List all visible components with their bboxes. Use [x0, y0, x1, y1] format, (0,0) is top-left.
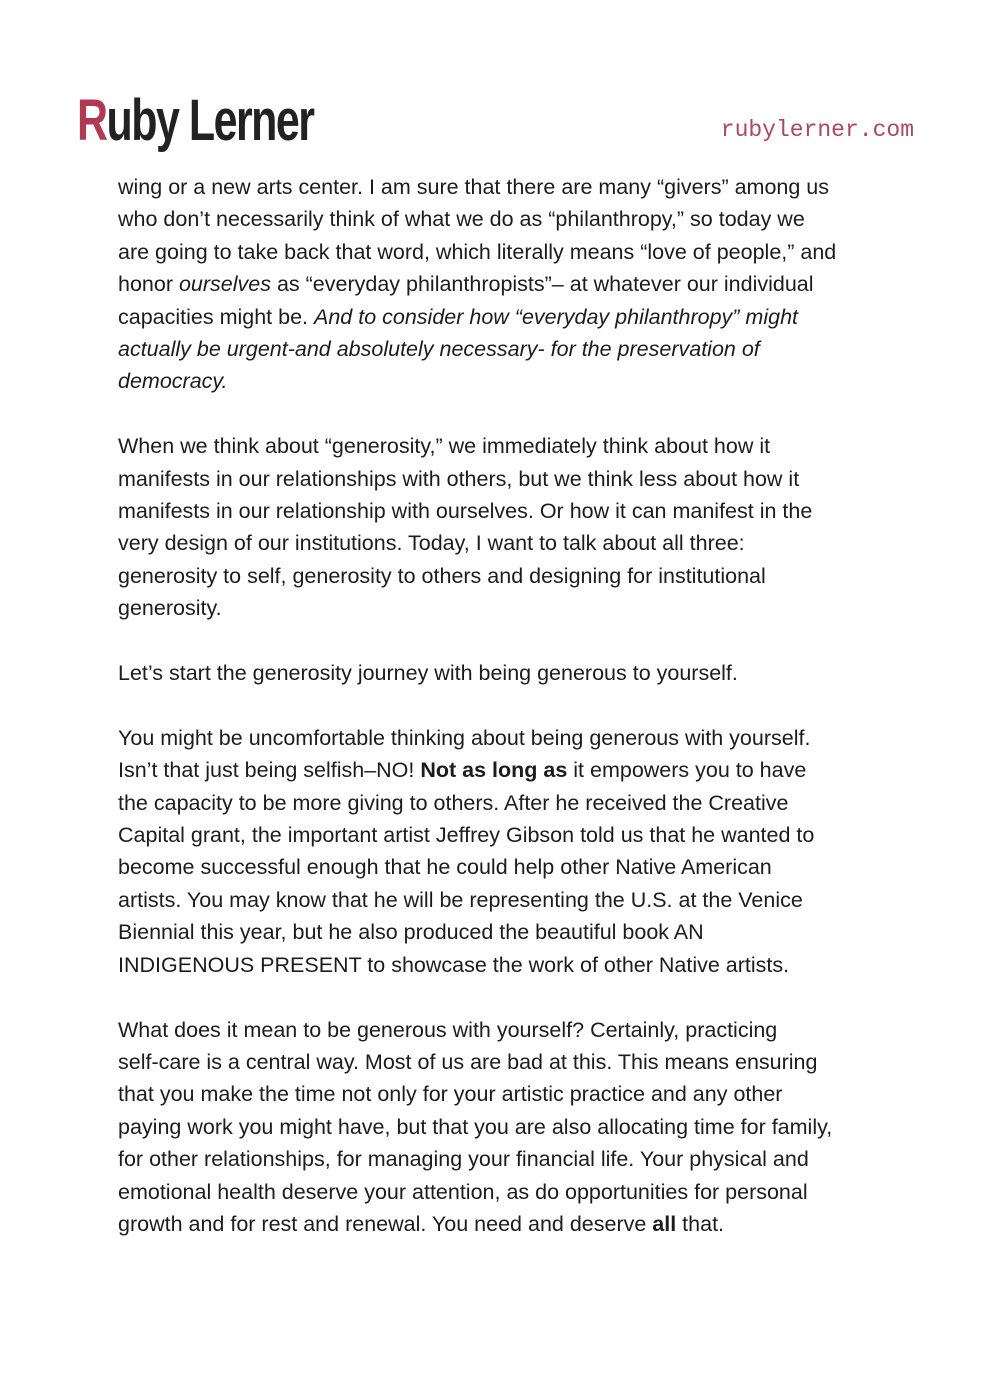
text-line: [118, 657, 908, 689]
text-line: [118, 819, 908, 851]
text-line: [118, 1014, 908, 1046]
text-run: INDIGENOUS PRESENT to showcase the work of other Native artists.: [118, 952, 790, 977]
text-run: who don’t necessarily think of what we do as “philanthropy,” so today we: [118, 207, 805, 232]
italic-text: And to consider how “everyday philanthropy” might: [314, 304, 799, 329]
text-run: capacities might be.: [118, 304, 314, 329]
text-line: [118, 1111, 908, 1143]
paragraph-1: [118, 171, 908, 398]
text-run: become successful enough that he could help other Native American: [118, 855, 772, 880]
text-run: honor: [118, 272, 179, 297]
text-line: [118, 527, 908, 559]
text-run: the capacity to be more giving to others. After he received the Creative: [118, 790, 789, 815]
text-run: artists. You may know that he will be representing the U.S. at the Venice: [118, 887, 803, 912]
text-run: Let’s start the generosity journey with being generous to yourself.: [118, 661, 738, 686]
site-url-link[interactable]: rubylerner.com: [720, 117, 914, 143]
text-run: When we think about “generosity,” we immediately think about how it: [118, 434, 771, 459]
text-line: [118, 365, 908, 397]
text-line: [118, 1208, 908, 1240]
bold-text: all: [652, 1211, 677, 1236]
text-run: manifests in our relationships with others, but we think less about how it: [118, 466, 800, 491]
text-line: [118, 949, 908, 981]
text-run: are going to take back that word, which literally means “love of people,” and: [118, 239, 837, 264]
text-line: [118, 884, 908, 916]
text-run: that.: [676, 1211, 725, 1236]
text-line: [118, 722, 908, 754]
bold-text: Not as long as: [420, 758, 568, 783]
text-line: [118, 236, 908, 268]
italic-text: actually be urgent-and absolutely necessary- for the preservation of: [118, 337, 760, 362]
text-line: [118, 333, 908, 365]
text-run: Biennial this year, but he also produced the beautiful book AN: [118, 920, 704, 945]
paragraph-5: [118, 1014, 908, 1241]
logo-initial: R: [77, 88, 107, 153]
text-line: [118, 203, 908, 235]
text-run: Isn’t that just being selfish–NO!: [118, 758, 421, 783]
italic-text: ourselves: [178, 272, 271, 297]
text-run: wing or a new arts center. I am sure that there are many “givers” among us: [118, 175, 830, 199]
text-line: [118, 430, 908, 462]
text-line: [118, 560, 908, 592]
text-run: You might be uncomfortable thinking about being generous with yourself.: [118, 725, 811, 750]
paragraph-2: [118, 430, 908, 624]
site-logo[interactable]: [77, 88, 314, 154]
text-line: [118, 463, 908, 495]
text-line: [118, 268, 908, 300]
text-line: [118, 1176, 908, 1208]
text-run: as “everyday philanthropists”– at whatever our individual: [270, 272, 814, 297]
text-run: very design of our institutions. Today, I want to talk about all three:: [118, 531, 745, 556]
text-run: generosity to self, generosity to others and designing for institutional: [118, 563, 766, 588]
text-line: [118, 1143, 908, 1175]
paragraph-4: [118, 722, 908, 981]
italic-text: democracy.: [118, 369, 228, 394]
text-run: emotional health deserve your attention, as do opportunities for personal: [118, 1179, 808, 1204]
text-line: [118, 171, 908, 203]
text-line: [118, 851, 908, 883]
text-line: [118, 301, 908, 333]
text-line: [118, 916, 908, 948]
text-run: for other relationships, for managing your financial life. Your physical and: [118, 1147, 809, 1172]
text-run: that you make the time not only for your artistic practice and any other: [118, 1082, 783, 1107]
text-line: [118, 787, 908, 819]
text-line: [118, 1046, 908, 1078]
text-run: What does it mean to be generous with yourself? Certainly, practicing: [118, 1017, 778, 1042]
paragraph-3: [118, 657, 908, 689]
page-header: [0, 0, 1000, 170]
text-line: [118, 1078, 908, 1110]
text-line: [118, 495, 908, 527]
text-run: paying work you might have, but that you are also allocating time for family,: [118, 1114, 833, 1139]
logo-name: uby Lerner: [106, 88, 314, 153]
text-run: generosity.: [118, 596, 222, 621]
text-run: growth and for rest and renewal. You need and deserve: [118, 1211, 653, 1236]
text-run: manifests in our relationship with ourselves. Or how it can manifest in the: [118, 499, 813, 524]
text-run: self-care is a central way. Most of us are bad at this. This means ensuring: [118, 1049, 818, 1074]
document-body: [118, 171, 908, 1240]
text-run: Capital grant, the important artist Jeffrey Gibson told us that he wanted to: [118, 823, 815, 848]
text-run: it empowers you to have: [567, 758, 807, 783]
text-line: [118, 754, 908, 786]
text-line: [118, 592, 908, 624]
